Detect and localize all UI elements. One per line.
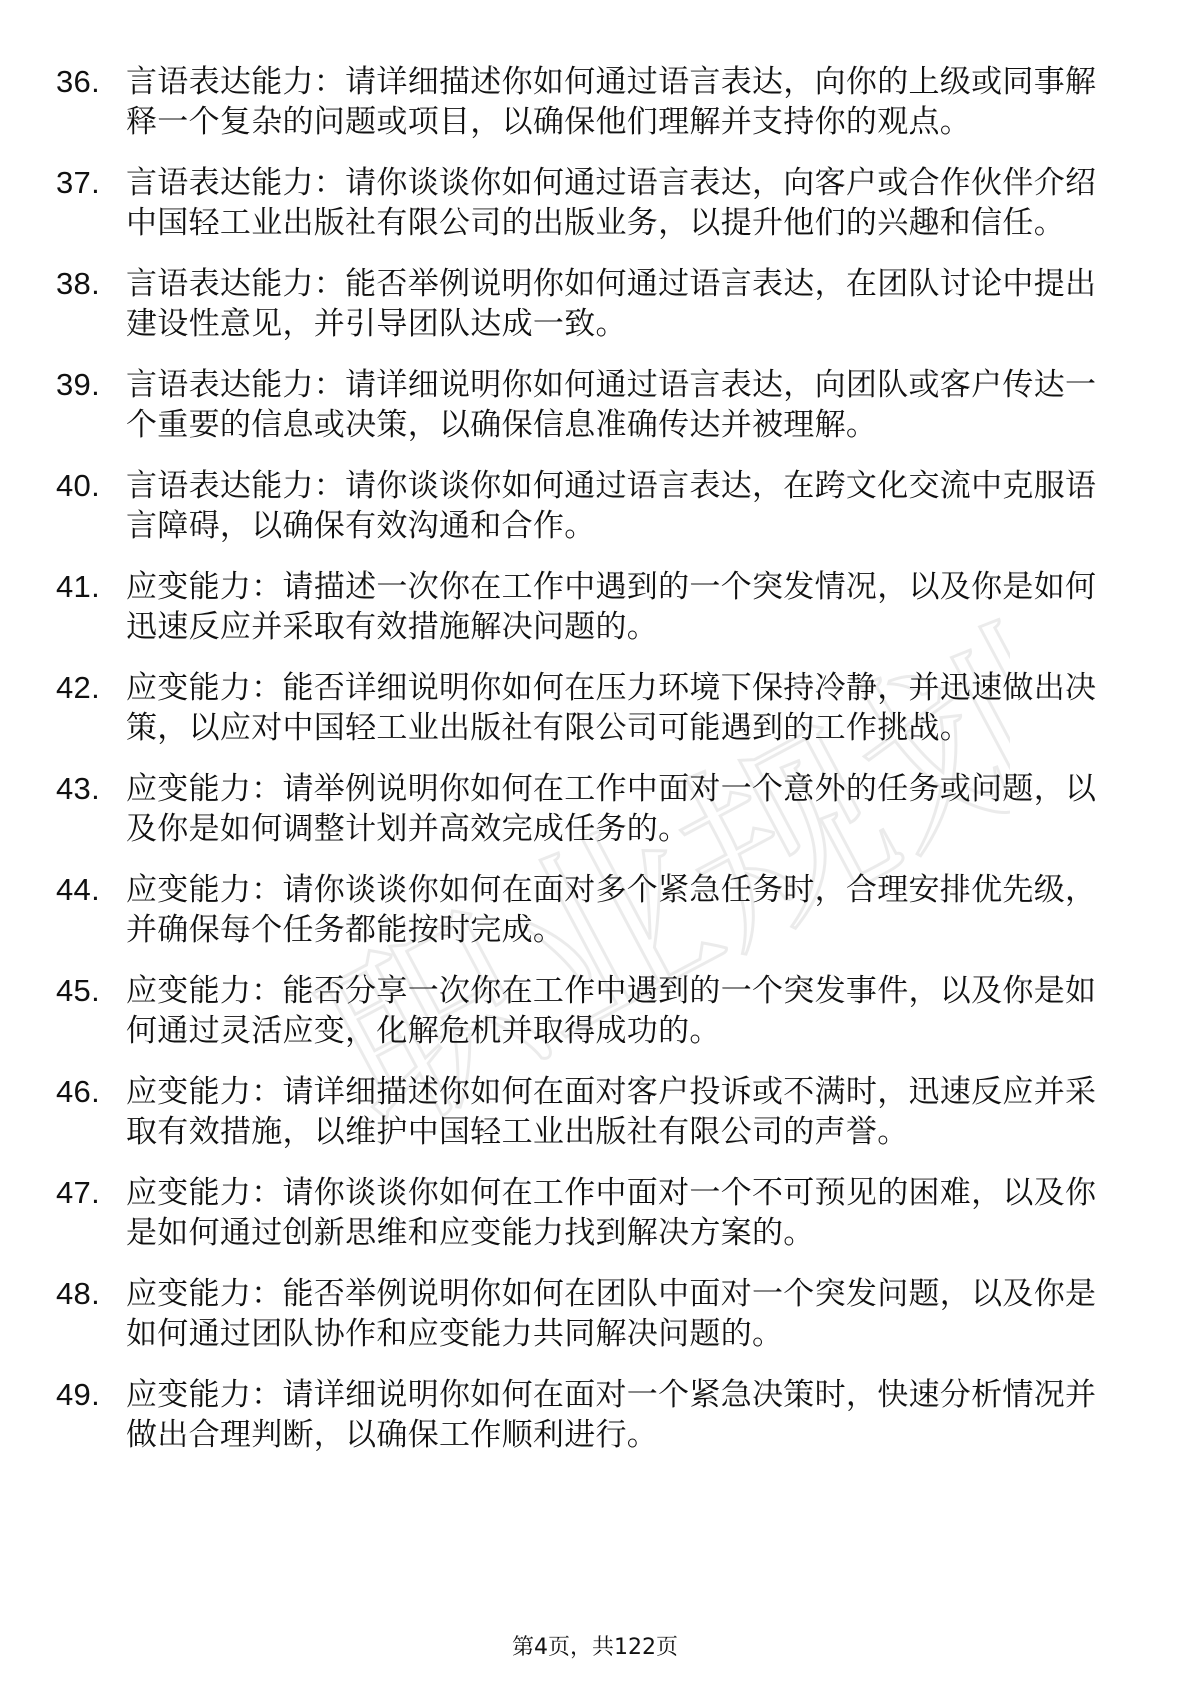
question-number: 45.	[56, 973, 100, 1008]
question-item	[0, 769, 1190, 849]
question-item	[0, 1173, 1190, 1253]
question-text: 应变能力：请描述一次你在工作中遇到的一个突发情况，以及你是如何迅速反应并采取有效措施解决问题的。	[126, 569, 1097, 645]
question-number: 46.	[56, 1074, 100, 1109]
question-list	[0, 62, 1190, 1476]
question-text: 应变能力：请你谈谈你如何在面对多个紧急任务时，合理安排优先级，并确保每个任务都能按时完成。	[126, 872, 1097, 948]
question-number: 39.	[56, 367, 100, 402]
question-text: 应变能力：请你谈谈你如何在工作中面对一个不可预见的困难，以及你是如何通过创新思维和应变能力找到解决方案的。	[126, 1175, 1097, 1251]
question-item	[0, 62, 1190, 142]
question-number: 43.	[56, 771, 100, 806]
question-number: 49.	[56, 1377, 100, 1412]
question-item	[0, 163, 1190, 243]
question-item	[0, 264, 1190, 344]
question-item	[0, 1072, 1190, 1152]
question-number: 38.	[56, 266, 100, 301]
page-footer: 第4页，共122页	[512, 1635, 678, 1660]
question-text: 应变能力：请详细说明你如何在面对一个紧急决策时，快速分析情况并做出合理判断，以确保工作顺利进行。	[126, 1377, 1097, 1453]
question-item	[0, 870, 1190, 950]
question-item	[0, 365, 1190, 445]
question-text: 言语表达能力：请你谈谈你如何通过语言表达，在跨文化交流中克服语言障碍，以确保有效沟通和合作。	[126, 468, 1097, 544]
question-number: 44.	[56, 872, 100, 907]
question-number: 37.	[56, 165, 100, 200]
question-text: 言语表达能力：请详细描述你如何通过语言表达，向你的上级或同事解释一个复杂的问题或项目，以确保他们理解并支持你的观点。	[126, 64, 1097, 140]
question-item	[0, 567, 1190, 647]
question-number: 36.	[56, 64, 100, 99]
question-number: 48.	[56, 1276, 100, 1311]
question-text: 应变能力：能否举例说明你如何在团队中面对一个突发问题，以及你是如何通过团队协作和应变能力共同解决问题的。	[126, 1276, 1097, 1352]
question-text: 应变能力：请举例说明你如何在工作中面对一个意外的任务或问题，以及你是如何调整计划并高效完成任务的。	[126, 771, 1097, 847]
question-number: 42.	[56, 670, 100, 705]
question-number: 41.	[56, 569, 100, 604]
question-text: 言语表达能力：请你谈谈你如何通过语言表达，向客户或合作伙伴介绍中国轻工业出版社有限公司的出版业务，以提升他们的兴趣和信任。	[126, 165, 1097, 241]
question-number: 40.	[56, 468, 100, 503]
question-text: 应变能力：请详细描述你如何在面对客户投诉或不满时，迅速反应并采取有效措施，以维护中国轻工业出版社有限公司的声誉。	[126, 1074, 1097, 1150]
question-text: 应变能力：能否分享一次你在工作中遇到的一个突发事件，以及你是如何通过灵活应变，化解危机并取得成功的。	[126, 973, 1097, 1049]
question-number: 47.	[56, 1175, 100, 1210]
watermark-text: 职业规划	[291, 593, 1010, 1120]
question-item	[0, 1274, 1190, 1354]
question-item	[0, 466, 1190, 546]
question-text: 言语表达能力：请详细说明你如何通过语言表达，向团队或客户传达一个重要的信息或决策，以确保信息准确传达并被理解。	[126, 367, 1097, 443]
question-item	[0, 668, 1190, 748]
question-text: 应变能力：能否详细说明你如何在压力环境下保持冷静，并迅速做出决策，以应对中国轻工业出版社有限公司可能遇到的工作挑战。	[126, 670, 1097, 746]
question-text: 言语表达能力：能否举例说明你如何通过语言表达，在团队讨论中提出建设性意见，并引导团队达成一致。	[126, 266, 1097, 342]
question-item	[0, 1375, 1190, 1455]
question-item	[0, 971, 1190, 1051]
